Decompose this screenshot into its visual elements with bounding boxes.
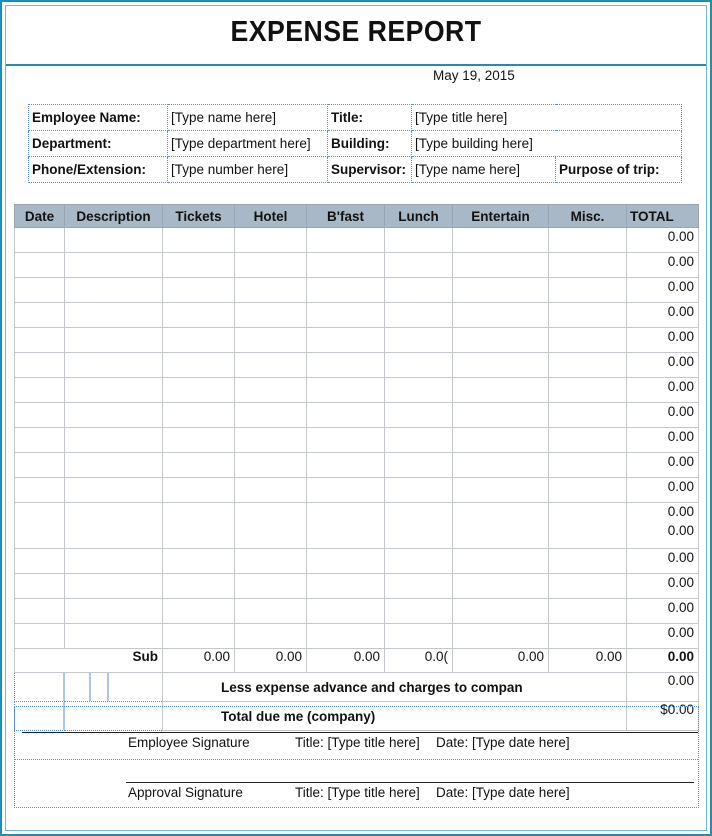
row-total-value: 0.00 <box>667 575 694 590</box>
expense-cell[interactable] <box>307 549 385 574</box>
expense-cell[interactable] <box>235 328 307 353</box>
expense-cell[interactable] <box>15 328 65 353</box>
expense-cell[interactable] <box>549 253 627 278</box>
expense-row <box>15 549 699 574</box>
row-total-value: 0.00 <box>667 279 694 294</box>
expense-cell[interactable] <box>15 403 65 428</box>
expense-cell[interactable] <box>385 549 453 574</box>
expense-cell[interactable] <box>65 624 163 649</box>
expense-row <box>15 624 699 649</box>
expense-cell[interactable] <box>235 624 307 649</box>
expense-cell[interactable] <box>307 303 385 328</box>
expense-cell[interactable] <box>235 278 307 303</box>
expense-cell[interactable] <box>163 253 235 278</box>
row-total <box>627 453 699 478</box>
expense-row <box>15 453 699 478</box>
expense-cell[interactable] <box>15 303 65 328</box>
phone-label: Phone/Extension: <box>29 157 168 183</box>
expense-cell[interactable] <box>307 624 385 649</box>
expense-cell[interactable] <box>453 353 549 378</box>
subtotal-label: Sub <box>15 649 163 673</box>
expense-cell[interactable] <box>163 549 235 574</box>
title-field[interactable]: [Type title here] <box>412 105 682 131</box>
expense-row <box>15 428 699 453</box>
expense-cell[interactable] <box>385 403 453 428</box>
row-total-value: 0.00 <box>667 354 694 369</box>
row-total-value: 0.00 <box>667 254 694 269</box>
expense-cell[interactable] <box>307 228 385 253</box>
supervisor-field[interactable]: [Type name here] <box>412 157 556 183</box>
expense-cell[interactable] <box>453 549 549 574</box>
expense-cell[interactable] <box>385 624 453 649</box>
expense-cell[interactable] <box>163 599 235 624</box>
approval-signature-label: Approval Signature <box>128 785 243 800</box>
subtotal-row <box>15 649 699 673</box>
header-breakfast: B'fast <box>307 205 385 228</box>
subtotal-value: 0.00 <box>453 649 549 673</box>
expense-cell[interactable] <box>453 378 549 403</box>
expense-cell[interactable] <box>307 353 385 378</box>
expense-cell[interactable] <box>307 503 385 549</box>
header-lunch: Lunch <box>385 205 453 228</box>
expense-cell[interactable] <box>549 378 627 403</box>
row-total <box>627 403 699 428</box>
expense-cell[interactable] <box>549 624 627 649</box>
department-field[interactable]: [Type department here] <box>168 131 328 157</box>
expense-cell[interactable] <box>65 478 163 503</box>
advance-value[interactable]: 0.00 <box>627 673 699 702</box>
row-total <box>627 278 699 303</box>
expense-cell[interactable] <box>235 253 307 278</box>
expense-cell[interactable] <box>65 428 163 453</box>
advance-spacer <box>15 673 163 702</box>
expense-cell[interactable] <box>549 228 627 253</box>
expense-cell[interactable] <box>15 503 65 549</box>
expense-cell[interactable] <box>385 503 453 549</box>
expense-cell[interactable] <box>235 549 307 574</box>
row-total <box>627 599 699 624</box>
expense-cell[interactable] <box>235 403 307 428</box>
employee-name-field[interactable]: [Type name here] <box>168 105 328 131</box>
expense-cell[interactable] <box>307 453 385 478</box>
supervisor-label: Supervisor: <box>328 157 412 183</box>
expense-cell[interactable] <box>307 574 385 599</box>
expense-header-row <box>15 205 699 228</box>
expense-cell[interactable] <box>65 549 163 574</box>
expense-cell[interactable] <box>65 328 163 353</box>
expense-cell[interactable] <box>453 478 549 503</box>
row-total-value: 0.00 <box>667 229 694 244</box>
total-due-label: Total due me (company) <box>163 702 627 731</box>
employee-date-field[interactable]: Date: [Type date here] <box>436 735 570 750</box>
expense-cell[interactable] <box>549 403 627 428</box>
expense-cell[interactable] <box>453 253 549 278</box>
subtotal-value: 0.00 <box>235 649 307 673</box>
employee-info-table <box>28 104 682 183</box>
row-total <box>627 574 699 599</box>
expense-cell[interactable] <box>15 278 65 303</box>
approval-title-field[interactable]: Title: [Type title here] <box>295 785 420 800</box>
expense-cell[interactable] <box>15 624 65 649</box>
expense-cell[interactable] <box>549 503 627 549</box>
expense-cell[interactable] <box>385 328 453 353</box>
expense-cell[interactable] <box>163 228 235 253</box>
expense-cell[interactable] <box>65 453 163 478</box>
row-total-value: 0.00 <box>667 429 694 444</box>
department-label: Department: <box>29 131 168 157</box>
expense-cell[interactable] <box>453 624 549 649</box>
expense-row <box>15 228 699 253</box>
row-total <box>627 503 699 549</box>
phone-field[interactable]: [Type number here] <box>168 157 328 183</box>
expense-cell[interactable] <box>163 328 235 353</box>
expense-cell[interactable] <box>15 378 65 403</box>
row-total <box>627 303 699 328</box>
row-total <box>627 549 699 574</box>
row-total-value: 0.00 <box>667 504 694 519</box>
row-total-value: 0.00 <box>667 550 694 565</box>
row-total-value: 0.00 <box>667 523 694 538</box>
row-total-value: 0.00 <box>667 600 694 615</box>
row-total <box>627 478 699 503</box>
expense-cell[interactable] <box>65 253 163 278</box>
expense-cell[interactable] <box>163 574 235 599</box>
expense-cell[interactable] <box>549 303 627 328</box>
expense-cell[interactable] <box>65 599 163 624</box>
expense-cell[interactable] <box>15 599 65 624</box>
expense-cell[interactable] <box>15 453 65 478</box>
row-total-value: 0.00 <box>667 379 694 394</box>
expense-cell[interactable] <box>65 303 163 328</box>
expense-cell[interactable] <box>385 478 453 503</box>
expense-cell[interactable] <box>15 549 65 574</box>
expense-cell[interactable] <box>163 278 235 303</box>
expense-rows <box>15 228 699 731</box>
row-total <box>627 378 699 403</box>
employee-title-field[interactable]: Title: [Type title here] <box>295 735 420 750</box>
expense-cell[interactable] <box>307 403 385 428</box>
advance-label: Less expense advance and charges to compan <box>163 673 627 702</box>
expense-cell[interactable] <box>235 428 307 453</box>
expense-cell[interactable] <box>453 503 549 549</box>
expense-row <box>15 503 699 549</box>
row-total-value: 0.00 <box>667 454 694 469</box>
expense-cell[interactable] <box>385 453 453 478</box>
building-label: Building: <box>328 131 412 157</box>
expense-cell[interactable] <box>65 353 163 378</box>
expense-cell[interactable] <box>385 303 453 328</box>
expense-cell[interactable] <box>385 599 453 624</box>
expense-cell[interactable] <box>15 478 65 503</box>
expense-cell[interactable] <box>65 278 163 303</box>
report-title: EXPENSE REPORT <box>230 16 482 48</box>
approval-date-field[interactable]: Date: [Type date here] <box>436 785 570 800</box>
approval-signature-line <box>126 782 694 783</box>
signature-separator <box>15 759 698 760</box>
expense-cell[interactable] <box>235 453 307 478</box>
expense-cell[interactable] <box>163 453 235 478</box>
expense-row <box>15 403 699 428</box>
expense-cell[interactable] <box>549 478 627 503</box>
expense-cell[interactable] <box>385 278 453 303</box>
expense-cell[interactable] <box>453 228 549 253</box>
expense-cell[interactable] <box>453 303 549 328</box>
expense-cell[interactable] <box>15 574 65 599</box>
expense-row <box>15 574 699 599</box>
expense-cell[interactable] <box>549 574 627 599</box>
header-date: Date <box>15 205 65 228</box>
expense-cell[interactable] <box>549 453 627 478</box>
row-total-value: 0.00 <box>667 304 694 319</box>
expense-cell[interactable] <box>65 503 163 549</box>
expense-row <box>15 478 699 503</box>
expense-cell[interactable] <box>235 503 307 549</box>
subtotal-value: 0.00 <box>627 649 699 673</box>
expense-cell[interactable] <box>549 328 627 353</box>
expense-cell[interactable] <box>15 228 65 253</box>
row-total-value: 0.00 <box>667 479 694 494</box>
expense-cell[interactable] <box>163 378 235 403</box>
building-field[interactable]: [Type building here] <box>412 131 682 157</box>
employee-name-label: Employee Name: <box>29 105 168 131</box>
expense-row <box>15 253 699 278</box>
expense-row <box>15 353 699 378</box>
expense-cell[interactable] <box>163 478 235 503</box>
expense-row <box>15 303 699 328</box>
expense-cell[interactable] <box>65 228 163 253</box>
expense-cell[interactable] <box>385 428 453 453</box>
purpose-label[interactable]: Purpose of trip: <box>556 157 682 183</box>
header-hotel: Hotel <box>235 205 307 228</box>
row-total-value: 0.00 <box>667 329 694 344</box>
expense-row <box>15 328 699 353</box>
subtotal-value: 0.00 <box>549 649 627 673</box>
expense-cell[interactable] <box>453 453 549 478</box>
expense-cell[interactable] <box>235 574 307 599</box>
row-total-value: 0.00 <box>667 404 694 419</box>
row-total-value: 0.00 <box>667 625 694 640</box>
expense-cell[interactable] <box>385 378 453 403</box>
report-date[interactable]: May 19, 2015 <box>433 68 515 83</box>
title-divider <box>6 64 706 66</box>
expense-cell[interactable] <box>549 599 627 624</box>
expense-cell[interactable] <box>307 428 385 453</box>
expense-table <box>14 204 699 731</box>
expense-cell[interactable] <box>307 328 385 353</box>
expense-row <box>15 378 699 403</box>
expense-cell[interactable] <box>15 353 65 378</box>
expense-cell[interactable] <box>307 278 385 303</box>
employee-signature-line <box>22 732 698 733</box>
row-total <box>627 624 699 649</box>
expense-cell[interactable] <box>15 428 65 453</box>
expense-cell[interactable] <box>163 428 235 453</box>
header-entertain: Entertain <box>453 205 549 228</box>
expense-cell[interactable] <box>65 574 163 599</box>
expense-cell[interactable] <box>385 574 453 599</box>
expense-cell[interactable] <box>385 353 453 378</box>
total-due-value: $0.00 <box>627 702 699 731</box>
expense-row <box>15 278 699 303</box>
employee-signature-label: Employee Signature <box>128 735 250 750</box>
header-misc: Misc. <box>549 205 627 228</box>
expense-row <box>15 599 699 624</box>
expense-cell[interactable] <box>163 403 235 428</box>
expense-cell[interactable] <box>163 503 235 549</box>
expense-cell[interactable] <box>235 353 307 378</box>
expense-cell[interactable] <box>235 228 307 253</box>
expense-cell[interactable] <box>235 378 307 403</box>
header-total: TOTAL <box>627 205 699 228</box>
expense-cell[interactable] <box>549 353 627 378</box>
expense-cell[interactable] <box>163 303 235 328</box>
header-tickets: Tickets <box>163 205 235 228</box>
header-description: Description <box>65 205 163 228</box>
expense-cell[interactable] <box>235 478 307 503</box>
expense-cell[interactable] <box>307 478 385 503</box>
expense-cell[interactable] <box>307 253 385 278</box>
expense-cell[interactable] <box>549 278 627 303</box>
row-total <box>627 228 699 253</box>
expense-cell[interactable] <box>163 353 235 378</box>
subtotal-value: 0.00 <box>307 649 385 673</box>
expense-cell[interactable] <box>453 328 549 353</box>
expense-cell[interactable] <box>15 253 65 278</box>
expense-cell[interactable] <box>235 599 307 624</box>
expense-cell[interactable] <box>549 428 627 453</box>
expense-cell[interactable] <box>453 574 549 599</box>
subtotal-value: 0.00 <box>163 649 235 673</box>
subtotal-value: 0.0( <box>385 649 453 673</box>
title-label: Title: <box>328 105 412 131</box>
expense-cell[interactable] <box>453 428 549 453</box>
expense-cell[interactable] <box>307 378 385 403</box>
row-total <box>627 328 699 353</box>
row-total <box>627 428 699 453</box>
expense-cell[interactable] <box>385 228 453 253</box>
expense-cell[interactable] <box>453 278 549 303</box>
expense-cell[interactable] <box>549 549 627 574</box>
expense-cell[interactable] <box>307 599 385 624</box>
row-total <box>627 253 699 278</box>
row-total <box>627 353 699 378</box>
advance-row <box>15 673 699 702</box>
expense-cell[interactable] <box>65 403 163 428</box>
expense-cell[interactable] <box>65 378 163 403</box>
expense-cell[interactable] <box>453 403 549 428</box>
expense-cell[interactable] <box>453 599 549 624</box>
expense-cell[interactable] <box>163 624 235 649</box>
expense-cell[interactable] <box>385 253 453 278</box>
expense-cell[interactable] <box>235 303 307 328</box>
